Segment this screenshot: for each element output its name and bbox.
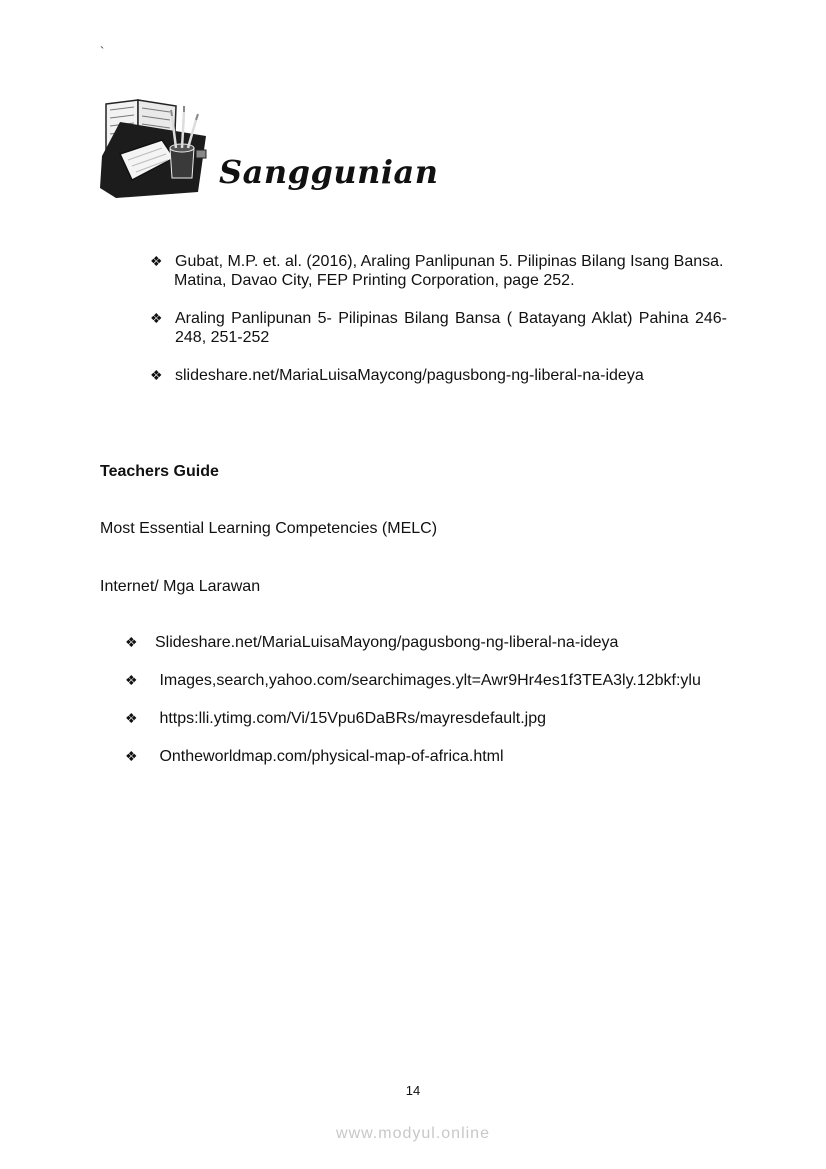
melc-line: Most Essential Learning Competencies (MELC) — [100, 520, 438, 537]
list-item — [150, 366, 727, 385]
reference-text: slideshare.net/MariaLuisaMaycong/pagusbong-ng-liberal-na-ideya — [175, 367, 644, 384]
list-item — [150, 252, 727, 290]
reference-text: Gubat, M.P. et. al. (2016), Araling Panlipunan 5. Pilipinas Bilang Isang Bansa. — [175, 253, 724, 270]
internet-line: Internet/ Mga Larawan — [100, 578, 261, 595]
watermark: www.modyul.online — [336, 1125, 490, 1142]
link-text: https:lli.ytimg.com/Vi/15Vpu6DaBRs/mayresdefault.jpg — [155, 710, 546, 727]
diamond-bullet-icon: ❖ — [125, 710, 138, 726]
diamond-bullet-icon: ❖ — [150, 253, 163, 269]
stray-mark: ` — [100, 44, 105, 59]
reference-subtext: Matina, Davao City, FEP Printing Corporation, page 252. — [174, 272, 575, 289]
reference-text: Araling Panlipunan 5- Pilipinas Bilang Bansa ( Batayang Aklat) Pahina 246-248, 251-252 — [175, 310, 727, 346]
list-item — [125, 634, 701, 653]
book-and-pencils-icon — [98, 96, 216, 202]
diamond-bullet-icon: ❖ — [125, 748, 138, 764]
diamond-bullet-icon: ❖ — [150, 367, 163, 383]
diamond-bullet-icon: ❖ — [125, 634, 138, 650]
diamond-bullet-icon: ❖ — [125, 672, 138, 688]
internet-links-list — [125, 634, 701, 786]
diamond-bullet-icon: ❖ — [150, 310, 163, 326]
list-item — [125, 710, 701, 729]
teachers-guide-heading: Teachers Guide — [100, 463, 219, 480]
references-list — [150, 252, 727, 404]
page-number: 14 — [405, 1083, 421, 1098]
link-text: Images,search,yahoo.com/searchimages.ylt=Awr9Hr4es1f3TEA3ly.12bkf:ylu — [155, 672, 701, 689]
list-item — [150, 309, 727, 347]
page-title: Sanggunian — [219, 153, 439, 191]
list-item — [125, 748, 701, 767]
link-text: Slideshare.net/MariaLuisaMayong/pagusbong-ng-liberal-na-ideya — [155, 634, 619, 651]
link-text: Ontheworldmap.com/physical-map-of-africa.html — [155, 748, 504, 765]
list-item — [125, 672, 701, 691]
